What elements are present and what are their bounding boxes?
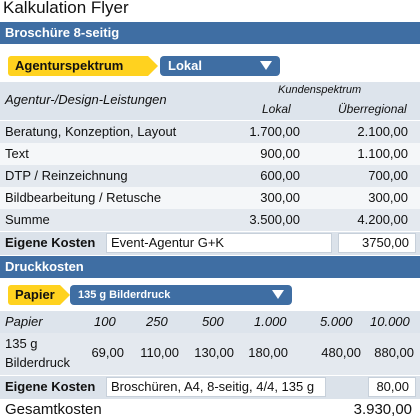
papier-label: Papier <box>8 285 60 305</box>
print-price: 480,00 <box>321 345 361 360</box>
agentur-label: Agenturspektrum <box>8 56 148 76</box>
print-price: 130,00 <box>194 345 234 360</box>
chevron-down-icon <box>260 61 272 70</box>
ueberregional-column-header: Überregional <box>338 102 407 116</box>
row-label: Bildbearbeitung / Retusche <box>5 190 162 205</box>
section-header-broschuere: Broschüre 8-seitig <box>0 22 420 44</box>
section-header-druckkosten: Druckkosten <box>0 256 420 278</box>
own-print-costs-row <box>0 376 420 399</box>
row-value-lokal: 1.700,00 <box>249 124 300 139</box>
sum-label: Summe <box>5 212 50 227</box>
print-col-header: 100 <box>94 314 116 329</box>
print-col-header: Papier <box>5 314 43 329</box>
row-value-lokal: 900,00 <box>260 146 300 161</box>
page-title: Kalkulation Flyer <box>3 0 129 17</box>
row-value-ueberregional: 2.100,00 <box>357 124 408 139</box>
own-costs-label: Eigene Kosten <box>5 235 96 250</box>
row-value-lokal: 600,00 <box>260 168 300 183</box>
print-price: 180,00 <box>248 345 288 360</box>
sum-value-lokal: 3.500,00 <box>249 212 300 227</box>
kundenspektrum-header: Kundenspektrum <box>278 84 362 96</box>
print-data-row <box>0 333 420 375</box>
print-table-header <box>0 311 420 333</box>
print-col-header: 250 <box>146 314 168 329</box>
papier-dropdown[interactable] <box>70 285 292 305</box>
row-value-ueberregional: 1.100,00 <box>357 146 408 161</box>
sum-value-ueberregional: 4.200,00 <box>357 212 408 227</box>
services-column-header: Agentur-/Design-Leistungen <box>5 92 167 107</box>
total-label: Gesamtkosten <box>5 401 102 418</box>
sum-row <box>0 209 420 231</box>
papier-dropdown-value: 135 g Bilderdruck <box>78 289 171 301</box>
row-label: Beratung, Konzeption, Layout <box>5 124 177 139</box>
own-print-costs-value-input[interactable]: 80,00 <box>368 377 416 397</box>
row-value-ueberregional: 700,00 <box>368 168 408 183</box>
row-label: DTP / Reinzeichnung <box>5 168 128 183</box>
table-row <box>0 165 420 187</box>
print-price: 69,00 <box>91 345 124 360</box>
agentur-dropdown[interactable] <box>160 56 280 76</box>
print-price: 880,00 <box>374 345 414 360</box>
paper-name-line1: 135 g <box>5 336 38 351</box>
table-row <box>0 121 420 143</box>
own-print-costs-description-input[interactable]: Broschüren, A4, 8-seitig, 4/4, 135 g <box>106 377 326 397</box>
print-col-header: 1.000 <box>254 314 287 329</box>
print-price: 110,00 <box>140 345 179 360</box>
row-value-ueberregional: 300,00 <box>368 190 408 205</box>
chevron-down-icon <box>272 290 284 299</box>
paper-name-line2: Bilderdruck <box>5 355 71 370</box>
lokal-column-header: Lokal <box>262 102 291 116</box>
row-label: Text <box>5 146 29 161</box>
table-row <box>0 187 420 209</box>
own-print-costs-label: Eigene Kosten <box>5 379 96 394</box>
print-col-header: 500 <box>202 314 224 329</box>
row-value-lokal: 300,00 <box>260 190 300 205</box>
total-value: 3.930,00 <box>353 401 412 418</box>
print-col-header: 10.000 <box>370 314 410 329</box>
own-costs-value-input[interactable]: 3750,00 <box>338 233 416 253</box>
print-col-header: 5.000 <box>320 314 353 329</box>
table-row <box>0 143 420 165</box>
agentur-dropdown-value: Lokal <box>168 58 202 73</box>
own-costs-row <box>0 232 420 255</box>
own-costs-description-input[interactable]: Event-Agentur G+K <box>106 233 332 253</box>
